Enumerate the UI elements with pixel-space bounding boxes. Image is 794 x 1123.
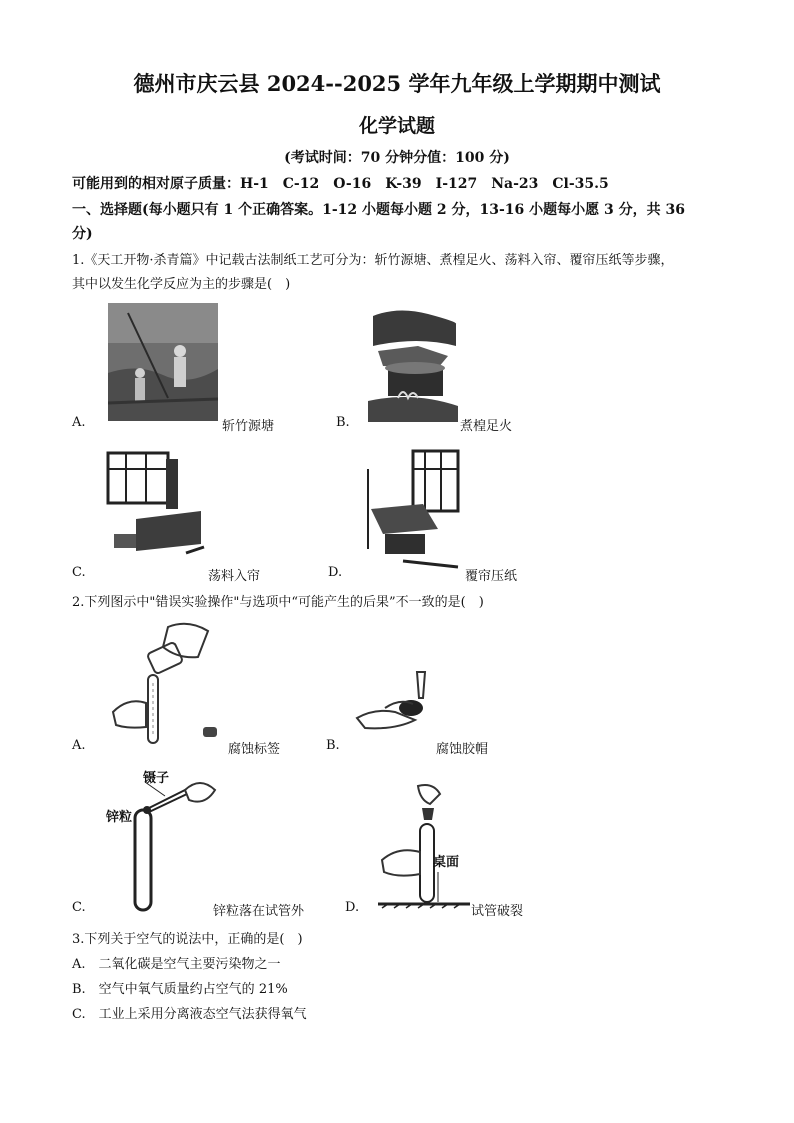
q3-option-c: C. 工业上采用分离液态空气法获得氧气 (72, 1007, 307, 1022)
q1-option-b-caption: 煮楻足火 (460, 419, 513, 434)
q2-c-label-zinc: 锌粒 (106, 810, 133, 825)
q1-option-d-letter: D. (328, 565, 343, 580)
atomic-masses: 可能用到的相对原子质量：H-1 C-12 O-16 K-39 I-127 Na-23 Cl-35.5 (72, 176, 609, 192)
q2-option-c-image (105, 770, 220, 915)
q2-option-d-letter: D. (345, 900, 360, 915)
q3-option-b: B. 空气中氧气质量约占空气的 21% (72, 982, 288, 997)
q2-stem: 2.下列图示中"错误实验操作"与选项中“可能产生的后果”不一致的是( ) (72, 595, 484, 610)
section-heading-line1: 一、选择题(每小题只有 1 个正确答案。1-12 小题每小题 2 分，13-16 小题每小愿 3 分，共 36 (72, 202, 686, 218)
q2-option-d-caption: 试管破裂 (471, 904, 524, 919)
q2-option-a-image (108, 617, 223, 747)
q1-stem-line1: 1.《天工开物·杀青篇》中记载古法制纸工艺可分为：斩竹源塘、煮楻足火、荡料入帘、覆帘压纸等步骤， (72, 253, 674, 268)
q2-option-a-letter: A. (72, 738, 86, 753)
q2-option-b-caption: 腐蚀胶帽 (436, 742, 489, 757)
q1-option-c-letter: C. (72, 565, 86, 580)
q2-option-b-image (355, 668, 433, 743)
q1-option-b-image (368, 306, 458, 422)
q1-stem-line2: 其中以发生化学反应为主的步骤是( ) (72, 277, 291, 292)
exam-title: 德州市庆云县 2024--2025 学年九年级上学期期中测试 (133, 71, 661, 96)
q3-option-a: A. 二氧化碳是空气主要污染物之一 (72, 957, 281, 972)
q1-option-d-caption: 覆帘压纸 (465, 569, 518, 584)
q1-option-a-caption: 斩竹源塘 (222, 419, 275, 434)
q2-option-b-letter: B. (326, 738, 340, 753)
exam-info: (考试时间：70 分钟分值：100 分) (284, 150, 510, 166)
section-heading-line2: 分) (72, 226, 93, 242)
q2-option-a-caption: 腐蚀标签 (228, 742, 281, 757)
q1-option-d-image (363, 449, 463, 571)
q1-option-c-image (106, 449, 206, 567)
q2-option-c-letter: C. (72, 900, 86, 915)
q1-option-a-letter: A. (72, 415, 86, 430)
q1-option-a-image (108, 303, 218, 421)
exam-subtitle: 化学试题 (358, 115, 435, 137)
q2-option-c-caption: 锌粒落在试管外 (213, 904, 305, 919)
q2-d-label-desk: 桌面 (433, 855, 460, 870)
q3-stem: 3.下列关于空气的说法中，正确的是( ) (72, 932, 303, 947)
q1-option-b-letter: B. (336, 415, 350, 430)
q2-option-d-image (378, 782, 470, 912)
q1-option-c-caption: 荡料入帘 (208, 569, 261, 584)
q2-c-label-tweezers: 镊子 (143, 771, 170, 786)
